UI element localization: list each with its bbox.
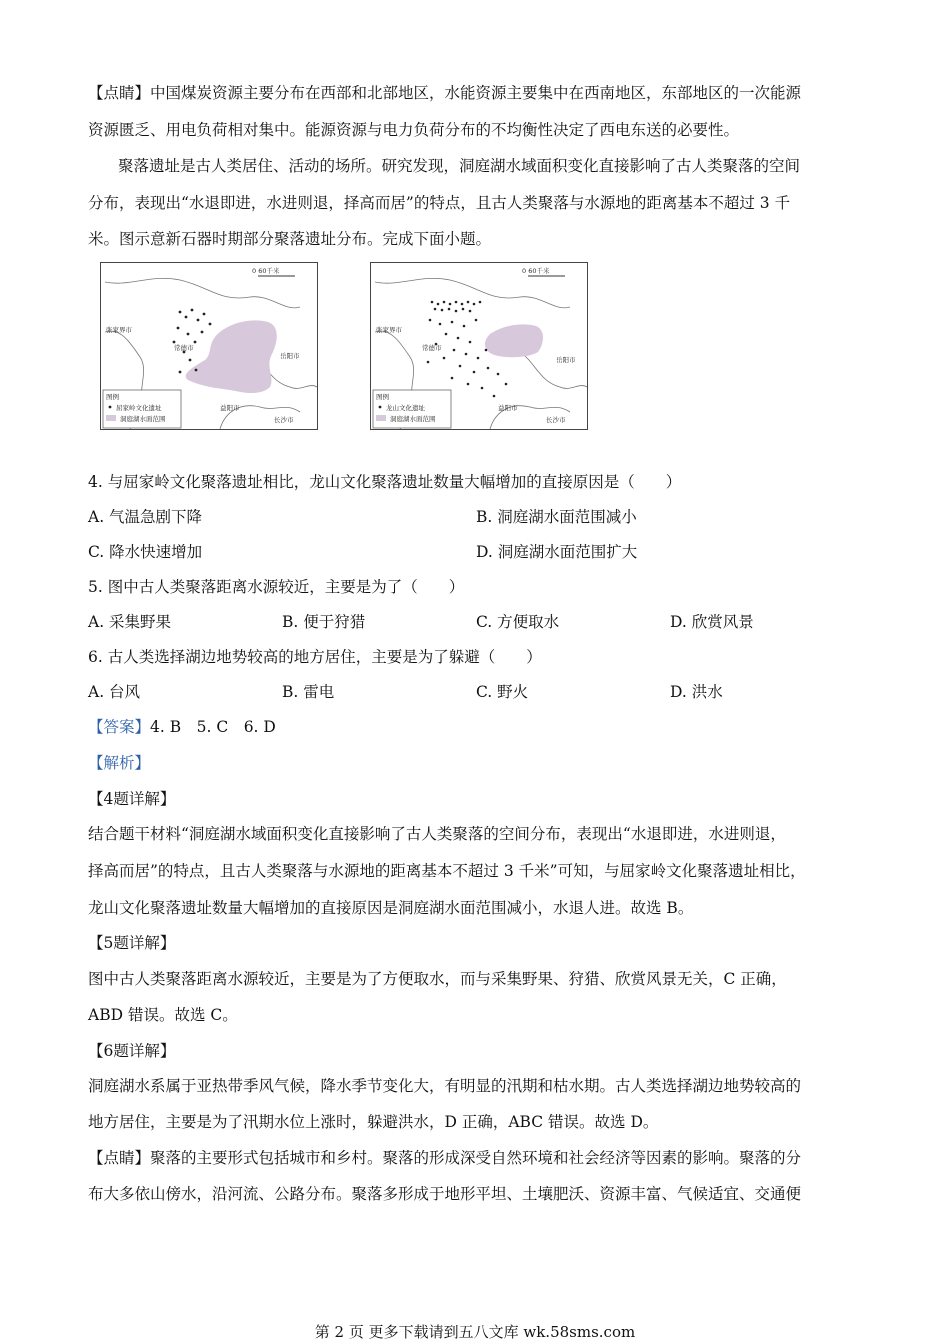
question-4-stem: 4. 与屈家岭文化聚落遗址相比，龙山文化聚落遗址数量大幅增加的直接原因是（ ） (88, 473, 682, 491)
question-4-option-c: C. 降水快速增加 (88, 543, 203, 561)
tip-line-2: 布大多依山傍水，沿河流、公路分布。聚落多形成于地形平坦、土壤肥沃、资源丰富、气候适宜、交通便 (88, 1185, 802, 1203)
legend-dot-left: 屈家岭文化遗址 (116, 404, 162, 412)
scale-label-right: 0 60千米 (522, 267, 550, 275)
map-longshan (370, 262, 588, 430)
scale-label-left: 0 60千米 (252, 267, 280, 275)
question-5-option-b: B. 便于狩猎 (282, 613, 366, 631)
detail-6-line-1: 洞庭湖水系属于亚热带季风气候，降水季节变化大，有明显的汛期和枯水期。古人类选择湖边地势较高的 (88, 1077, 802, 1095)
city-label-changde-r: 常德市 (422, 344, 442, 352)
detail-4-line-2: 择高而居”的特点，且古人类聚落与水源地的距离基本不超过 3 千米”可知，与屈家岭文化聚落遗址相比， (88, 862, 806, 880)
city-label-changsha: 长沙市 (274, 416, 294, 424)
detail-5-line-2: ABD 错误。故选 C。 (88, 1006, 238, 1024)
question-4-option-b: B. 洞庭湖水面范围减小 (476, 508, 637, 526)
map-longshan-graphic (370, 262, 588, 430)
legend-dot-right: 龙山文化遗址 (386, 404, 425, 412)
city-label-changde: 常德市 (174, 344, 194, 352)
legend-title-left: 图例 (106, 393, 119, 401)
answer-text: 4. B 5. C 6. D (150, 718, 276, 736)
tip-line-1: 【点睛】聚落的主要形式包括城市和乡村。聚落的形成深受自然环境和社会经济等因素的影响。聚落的分 (88, 1149, 802, 1167)
answer-line (88, 716, 276, 738)
material-paragraph-line-3: 米。图示意新石器时期部分聚落遗址分布。完成下面小题。 (88, 230, 492, 248)
page-footer: 第 2 页 更多下载请到五八文库 wk.58sms.com (314, 1323, 636, 1341)
question-5-option-c: C. 方便取水 (476, 613, 560, 631)
city-label-changsha-r: 长沙市 (546, 416, 566, 424)
tip-paragraph-line-2: 资源匮乏、用电负荷相对集中。能源资源与电力负荷分布的不均衡性决定了西电东送的必要性。 (88, 121, 740, 139)
question-5-stem: 5. 图中古人类聚落距离水源较近，主要是为了（ ） (88, 578, 465, 596)
legend-area-left: 洞庭湖水面范围 (120, 415, 166, 423)
city-label-yueyang: 岳阳市 (280, 352, 300, 360)
city-label-zhangjiajie: 张家界市 (106, 326, 132, 334)
detail-6-line-2: 地方居住，主要是为了汛期水位上涨时，躲避洪水，D 正确，ABC 错误。故选 D。 (88, 1113, 659, 1131)
detail-4-line-1: 结合题干材料“洞庭湖水域面积变化直接影响了古人类聚落的空间分布，表现出“水退即进，水进则退， (88, 825, 786, 843)
material-paragraph-line-2: 分布，表现出“水退即进，水进则退，择高而居”的特点，且古人类聚落与水源地的距离基本不超过 3 千 (88, 194, 791, 212)
detail-4-heading: 【4题详解】 (88, 790, 176, 808)
map-qujialing-graphic (100, 262, 318, 430)
tip-paragraph-line-1: 【点睛】中国煤炭资源主要分布在西部和北部地区，水能资源主要集中在西南地区，东部地区的一次能源 (88, 84, 802, 102)
question-5-option-a: A. 采集野果 (88, 613, 172, 631)
analysis-label: 【解析】 (88, 754, 151, 772)
question-6-stem: 6. 古人类选择湖边地势较高的地方居住，主要是为了躲避（ ） (88, 648, 542, 666)
detail-4-line-3: 龙山文化聚落遗址数量大幅增加的直接原因是洞庭湖水面范围减小，水退人进。故选 B。 (88, 899, 694, 917)
material-paragraph-line-1: 聚落遗址是古人类居住、活动的场所。研究发现，洞庭湖水域面积变化直接影响了古人类聚落的空间 (118, 157, 801, 175)
answer-label: 【答案】 (88, 718, 151, 736)
question-6-option-b: B. 雷电 (282, 683, 335, 701)
map-figure (100, 262, 590, 432)
city-label-yueyang-r: 岳阳市 (556, 356, 576, 364)
detail-6-heading: 【6题详解】 (88, 1042, 176, 1060)
question-5-option-d: D. 欣赏风景 (670, 613, 754, 631)
legend-area-right: 洞庭湖水面范围 (390, 415, 436, 423)
city-label-yiyang-r: 益阳市 (498, 404, 518, 412)
detail-5-line-1: 图中古人类聚落距离水源较近，主要是为了方便取水，而与采集野果、狩猎、欣赏风景无关，C 正确， (88, 970, 787, 988)
city-label-zhangjiajie-r: 张家界市 (376, 326, 402, 334)
question-6-option-d: D. 洪水 (670, 683, 723, 701)
legend-title-right: 图例 (376, 393, 389, 401)
detail-5-heading: 【5题详解】 (88, 934, 176, 952)
map-qujialing (100, 262, 318, 430)
question-4-option-d: D. 洞庭湖水面范围扩大 (476, 543, 638, 561)
city-label-yiyang: 益阳市 (220, 404, 240, 412)
question-6-option-a: A. 台风 (88, 683, 141, 701)
question-6-option-c: C. 野火 (476, 683, 529, 701)
question-4-option-a: A. 气温急剧下降 (88, 508, 203, 526)
